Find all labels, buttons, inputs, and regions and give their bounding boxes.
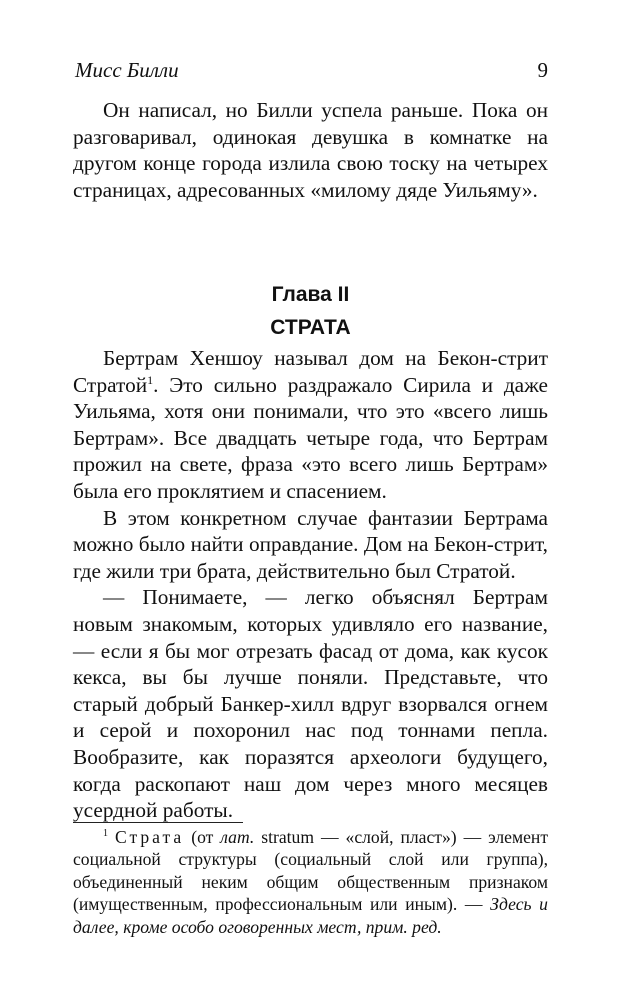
body-paragraph-1: [73, 345, 548, 505]
footnote-mark: 1: [103, 828, 108, 840]
intro-block: [73, 97, 548, 203]
footnote: [73, 826, 548, 938]
footnote-reference: 1: [147, 372, 154, 387]
footnote-lang: лат.: [220, 827, 255, 847]
footnote-editorial-note: Здесь и далее, кроме особо оговоренных мест, прим. ред.: [73, 894, 548, 937]
paragraph-text: Бертрам Хеншоу называл дом на Бекон-стрит Стратой: [73, 346, 548, 397]
intro-paragraph: Он написал, но Билли успела раньше. Пока он разговаривал, одинокая девушка в комнатке на другом конце города излила свою тоску на четырех страницах, адресованных «милому дяде Уильяму».: [73, 98, 548, 202]
page-header: [73, 58, 548, 82]
footnote-divider: [73, 822, 243, 823]
footnote-text: stratum — «слой, пласт») — элемент социальной структуры (социальный слой или группа), объединенный неким общим общественным признаком (имущественным, профессиональным или иным). —: [73, 827, 549, 915]
body-paragraph-3: — Понимаете, — легко объяснял Бертрам новым знакомым, которых удивляло его название, — если я бы мог отрезать фасад от дома, как кусок кекса, вы бы лучше поняли. Представьте, что старый добрый Банкер-хилл вдруг взорвался огнем и серой и похоронил нас под тоннами пепла. Вообразите, как поразятся археологи будущего, когда раскопают наш дом через много месяцев усердной работы.: [73, 585, 548, 823]
book-page: [73, 0, 548, 1000]
running-title: Мисс Билли: [75, 58, 179, 82]
footnote-term: Страта: [114, 827, 185, 847]
chapter-title: СТРАТА: [270, 316, 351, 339]
footnote-text: (от: [184, 827, 221, 847]
chapter-number: Глава II: [271, 283, 350, 306]
page-number: 9: [537, 58, 548, 82]
chapter-body: [73, 345, 548, 824]
paragraph-text: . Это сильно раздражало Сирила и даже Уильяма, хотя они понимали, что это «всего лишь Бертрам». Все двадцать четыре года, что Бертрам прожил на свете, фраза «это всего лишь Бертрам» была его проклятием и спасением.: [73, 372, 548, 503]
body-paragraph-2: В этом конкретном случае фантазии Бертрама можно было найти оправдание. Дом на Бекон-стрит, где жили три брата, действительно был Стратой.: [73, 505, 548, 583]
